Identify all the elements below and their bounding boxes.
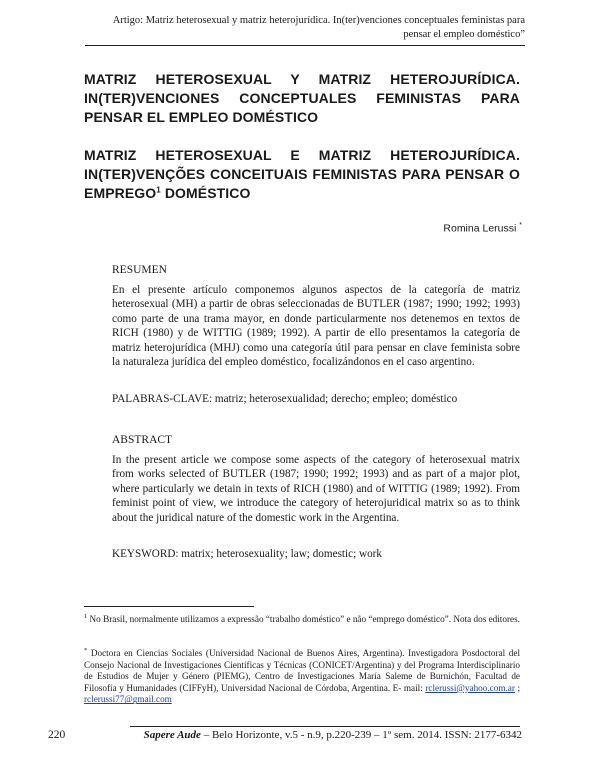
email-link-yahoo[interactable]: rclerussi@yahoo.com.ar bbox=[425, 682, 515, 693]
journal-details: – Belo Horizonte, v.5 - n.9, p.220-239 – 1º sem. 2014. ISSN: 2177-6342 bbox=[200, 729, 522, 741]
resumen-keywords: PALABRAS-CLAVE: matriz; heterosexualidad; derecho; empleo; doméstico bbox=[112, 393, 458, 405]
footnote-2 bbox=[84, 645, 520, 706]
page-number: 220 bbox=[48, 729, 66, 741]
footnote-1 bbox=[84, 611, 520, 626]
journal-name: Sapere Aude bbox=[143, 729, 201, 741]
title-portuguese-main: MATRIZ HETEROSEXUAL E MATRIZ HETEROJURÍDICA. IN(TER)VENÇÕES CONCEITUAIS FEMINISTAS PARA PENSAR O EMPREGO bbox=[84, 147, 520, 201]
footnote-divider bbox=[84, 606, 254, 607]
journal-citation bbox=[144, 729, 522, 741]
footnote-ref-1[interactable]: 1 bbox=[156, 185, 161, 195]
footnote-2-text: Doctora en Ciencias Sociales (Universidad Nacional de Buenos Aires, Argentina). Investigadora Posdoctoral del Consejo Nacional de Investigaciones Científicas y Técnicas (CONICET/Argentina) y del Programa Interdisciplinario de Estudios de Mujer y Género (PIEMG), Centro de Investigaciones María Saleme de Burnichón, Facultad de Filosofía y Humanidades (CIFFyH), Universidad Nacional de Córdoba, Argentina. E- mail: bbox=[84, 648, 520, 693]
running-head: Artigo: Matriz heterosexual y matriz heterojurídica. In(ter)venciones conceptuales feministas para pensar el empleo doméstico” bbox=[85, 14, 525, 46]
abstract-keywords: KEYSWORD: matrix; heterosexuality; law; domestic; work bbox=[112, 548, 383, 560]
author-name bbox=[443, 222, 522, 235]
email-link-gmail[interactable]: rclerussi77@gmail.com bbox=[84, 694, 172, 705]
title-portuguese bbox=[84, 146, 520, 203]
author-footnote-mark[interactable]: * bbox=[519, 222, 522, 229]
title-spanish: MATRIZ HETEROSEXUAL Y MATRIZ HETEROJURÍDICA. IN(TER)VENCIONES CONCEPTUALES FEMINISTAS PARA PENSAR EL EMPLEO DOMÉSTICO bbox=[84, 71, 520, 125]
title-portuguese-end: DOMÉSTICO bbox=[160, 185, 251, 201]
footnote-1-mark: 1 bbox=[84, 613, 88, 620]
abstract-heading: ABSTRACT bbox=[112, 434, 173, 446]
footer-divider bbox=[130, 726, 520, 727]
author-name-text: Romina Lerussi bbox=[443, 222, 517, 235]
footnote-1-text: No Brasil, normalmente utilizamos a expressão “trabalho doméstico” e não “emprego doméstico”. Nota dos editores. bbox=[87, 614, 520, 625]
resumen-body: En el presente artículo componemos algunos aspectos de la categoría de matriz heterosexual (MH) a partir de obras seleccionadas de BUTLER (1987; 1990; 1992; 1993) como parte de una trama mayor, en donde particularmente nos detenemos en textos de RICH (1980) y de WITTIG (1989; 1992). A partir de ello presentamos la categoría de matriz heterojurídica (MHJ) como una categoría útil para pensar en clave feminista sobre la naturaleza jurídica del empleo doméstico, focalizándonos en el caso argentino. bbox=[112, 284, 520, 369]
abstract-body: In the present article we compose some aspects of the category of heterosexual matrix from works selected of BUTLER (1987; 1990; 1992; 1993) and as part of a major plot, where particularly we detain in texts of RICH (1980) and of WITTIG (1989; 1992). From feminist point of view, we introduce the category of heterojuridical matrix so as to think about the juridical nature of the domestic work in the Argentina. bbox=[112, 454, 520, 524]
resumen-heading: RESUMEN bbox=[112, 264, 167, 276]
footnote-2-mark: * bbox=[84, 647, 88, 654]
email-separator: ; bbox=[514, 682, 520, 693]
